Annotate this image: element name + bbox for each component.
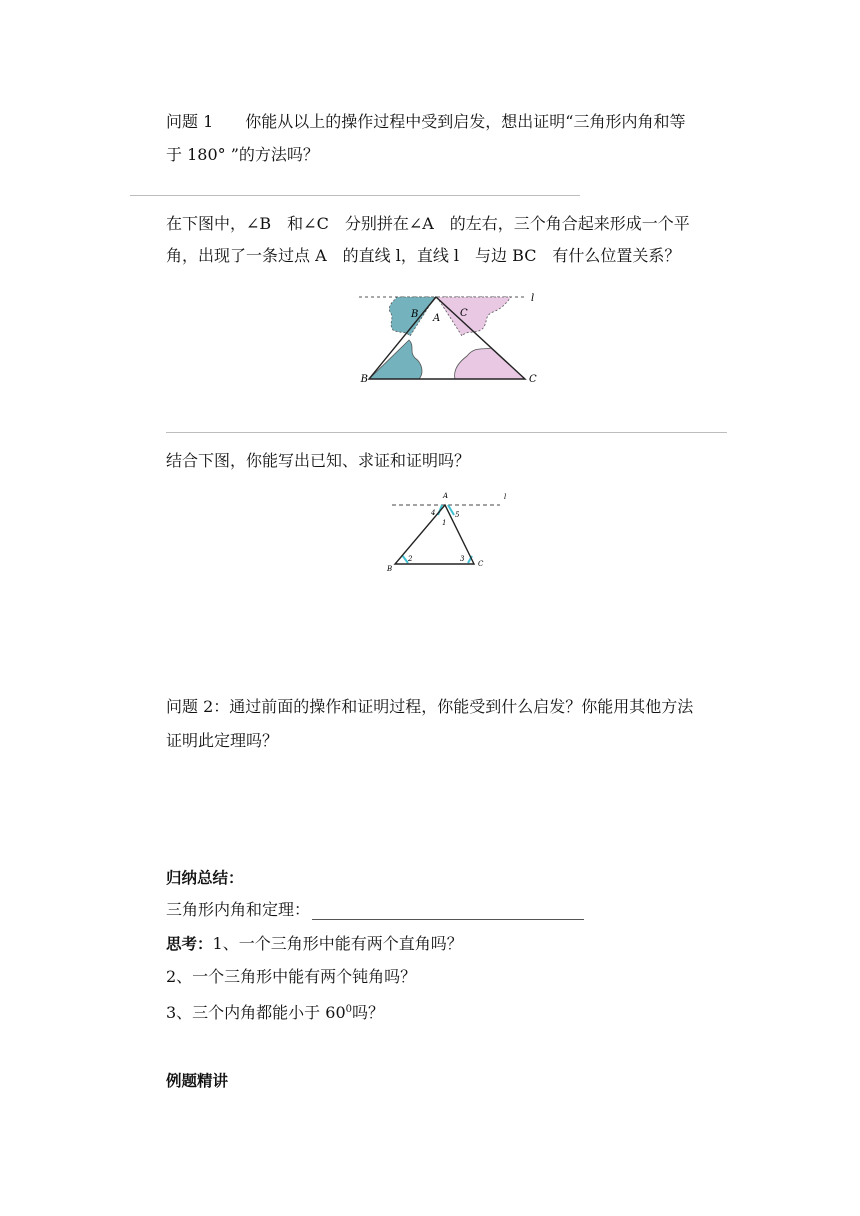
question-2-line-2: 证明此定理吗？	[166, 731, 279, 750]
theorem-answer-blank[interactable]	[312, 901, 584, 920]
label-l: l	[531, 293, 535, 304]
label-a: A	[443, 492, 449, 500]
label-angle-1: 1	[442, 519, 447, 527]
label-angle-4: 4	[431, 509, 436, 517]
label-b: B	[360, 374, 368, 385]
divider-1	[130, 195, 580, 196]
label-c-top: C	[460, 308, 468, 319]
think-item-2: 2、一个三角形中能有两个钝角吗？	[166, 967, 417, 986]
figure-angle-rearrangement	[355, 290, 545, 390]
label-c: C	[478, 560, 484, 568]
label-angle-3: 3	[460, 555, 465, 563]
paragraph-2-line-1: 在下图中，∠B 和∠C 分别拼在∠A 的左右，三个角合起来形成一个平	[166, 214, 690, 233]
label-angle-2: 2	[408, 555, 413, 563]
label-l: l	[504, 493, 507, 501]
think-item-3-suffix: 吗？	[352, 1003, 385, 1022]
think-item-1: 1、一个三角形中能有两个直角吗？	[212, 934, 463, 953]
question-2-line-1: 问题 2：通过前面的操作和证明过程，你能受到什么启发？你能用其他方法	[166, 697, 694, 716]
angle-c-piece	[455, 348, 525, 379]
think-item-3-prefix: 3、三个内角都能小于 60	[166, 1003, 346, 1022]
think-label: 思考：	[166, 935, 213, 953]
example-heading: 例题精讲	[166, 1072, 229, 1090]
label-b: B	[387, 565, 393, 573]
summary-heading: 归纳总结：	[166, 869, 244, 887]
figure-proof-triangle	[382, 488, 512, 578]
think-item-3-line	[166, 1000, 384, 1023]
divider-2	[166, 432, 727, 433]
question-1-line-1: 问题 1 你能从以上的操作过程中受到启发，想出证明“三角形内角和等	[166, 112, 686, 131]
theorem-label: 三角形内角和定理：	[166, 900, 311, 919]
label-a: A	[433, 313, 441, 324]
paragraph-2-line-2: 角，出现了一条过点 A 的直线 l，直线 l 与边 BC 有什么位置关系？	[166, 246, 681, 265]
angle-c-piece-top	[437, 297, 511, 336]
label-b-top: B	[411, 309, 419, 320]
degree-superscript: 0	[345, 1004, 353, 1015]
label-c: C	[529, 374, 537, 385]
paragraph-3-line-1: 结合下图，你能写出已知、求证和证明吗？	[166, 451, 471, 470]
think-item-1-line	[166, 934, 463, 954]
label-angle-5: 5	[455, 511, 460, 519]
question-1-line-2: 于 180° ”的方法吗？	[166, 145, 319, 164]
theorem-line	[166, 900, 584, 920]
